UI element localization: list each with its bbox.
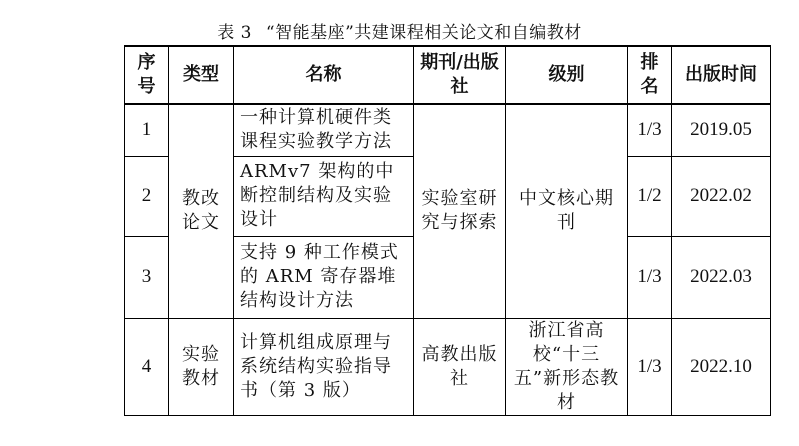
row-level: 浙江省高校“十三五”新形态教材: [506, 318, 628, 415]
row-rank: 1/2: [628, 156, 672, 236]
papers-textbooks-table: [124, 45, 771, 416]
table-row: [125, 104, 771, 156]
row-name: 计算机组成原理与系统结构实验指导书（第 3 版）: [234, 318, 414, 415]
header-rank: 排名: [628, 46, 672, 104]
publisher-cell-merged: 实验室研究与探索: [414, 104, 506, 318]
row-name: 一种计算机硬件类课程实验教学方法: [234, 104, 414, 156]
header-date: 出版时间: [672, 46, 771, 104]
level-cell-merged: 中文核心期刊: [506, 104, 628, 318]
header-level: 级别: [506, 46, 628, 104]
table-caption: [0, 18, 799, 43]
row-name: ARMv7 架构的中断控制结构及实验设计: [234, 156, 414, 236]
row-date: 2022.03: [672, 236, 771, 318]
row-date: 2022.02: [672, 156, 771, 236]
table-number: 表 3: [217, 23, 252, 43]
table-title: “智能基座”共建课程相关论文和自编教材: [265, 23, 582, 43]
row-rank: 1/3: [628, 104, 672, 156]
header-name: 名称: [234, 46, 414, 104]
row-date: 2019.05: [672, 104, 771, 156]
row-seq: 4: [125, 318, 169, 415]
row-rank: 1/3: [628, 318, 672, 415]
table-row: [125, 318, 771, 415]
row-rank: 1/3: [628, 236, 672, 318]
type-cell-reform: 教改论文: [169, 104, 234, 318]
row-name: 支持 9 种工作模式的 ARM 寄存器堆结构设计方法: [234, 236, 414, 318]
header-type: 类型: [169, 46, 234, 104]
row-date: 2022.10: [672, 318, 771, 415]
type-cell-textbook: 实验教材: [169, 318, 234, 415]
header-publisher: 期刊/出版社: [414, 46, 506, 104]
row-seq: 3: [125, 236, 169, 318]
row-publisher: 高教出版社: [414, 318, 506, 415]
row-seq: 1: [125, 104, 169, 156]
table-header-row: [125, 46, 771, 104]
row-seq: 2: [125, 156, 169, 236]
header-seq: 序号: [125, 46, 169, 104]
